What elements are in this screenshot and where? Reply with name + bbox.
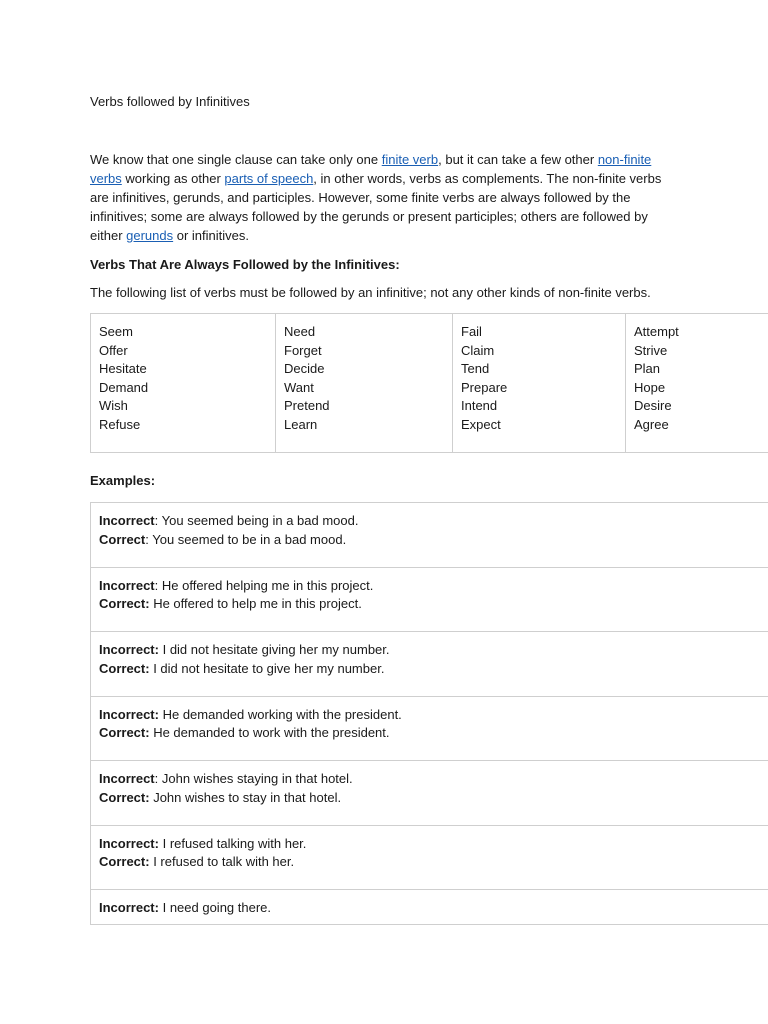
verb-cell: Pretend — [284, 398, 330, 414]
verb-cell: Need — [284, 324, 316, 339]
separator: : — [154, 771, 162, 786]
non-finite-verbs-link[interactable]: non-finite verbs — [90, 152, 652, 186]
correct-line — [99, 595, 768, 614]
example-row — [91, 761, 768, 826]
incorrect-label: Incorrect: — [99, 642, 159, 657]
correct-sentence: I did not hesitate to give her my number. — [153, 660, 385, 676]
correct-label: Correct: — [99, 854, 150, 870]
intro-text: , in other words, verbs as complements. The non-finite verbs are infinitives, gerunds, and participles. However, some finite verbs are always followed by the infinitives; some are always followed by the gerunds or present participles; others are followed by either — [90, 171, 662, 243]
incorrect-label: Incorrect — [99, 577, 155, 593]
incorrect-line — [99, 770, 768, 789]
section-heading: Verbs That Are Always Followed by the Infinitives: — [90, 257, 400, 272]
correct-sentence: He demanded to work with the president. — [153, 725, 390, 741]
finite-verb-link[interactable]: finite verb — [381, 152, 439, 167]
gerunds-link[interactable]: gerunds — [126, 228, 174, 243]
verb-column — [276, 314, 453, 452]
correct-line — [99, 724, 768, 743]
correct-line — [99, 531, 768, 550]
verb-cell: Expect — [461, 416, 501, 432]
verb-cell: Decide — [284, 361, 325, 377]
incorrect-label: Incorrect — [99, 513, 155, 528]
verb-table — [90, 313, 768, 453]
verb-cell: Agree — [634, 416, 669, 432]
document-title: Verbs followed by Infinitives — [90, 94, 250, 109]
correct-sentence: John wishes to stay in that hotel. — [153, 789, 342, 805]
example-row — [91, 568, 768, 633]
incorrect-label: Incorrect: — [99, 835, 159, 851]
correct-line — [99, 660, 768, 679]
verb-cell: Wish — [99, 398, 128, 414]
correct-label: Correct: — [99, 596, 150, 612]
verb-cell: Intend — [461, 398, 498, 414]
example-row — [91, 890, 768, 924]
correct-sentence: I refused to talk with her. — [153, 854, 295, 870]
verb-column — [453, 314, 626, 452]
correct-label: Correct — [99, 531, 146, 547]
verb-column — [91, 314, 276, 452]
verb-cell: Want — [284, 379, 314, 395]
verb-cell: Learn — [284, 416, 318, 432]
incorrect-label: Incorrect: — [99, 706, 159, 722]
incorrect-sentence: I did not hesitate giving her my number. — [162, 642, 390, 657]
verb-cell: Tend — [461, 361, 490, 377]
verb-cell: Plan — [634, 361, 661, 377]
lead-paragraph: The following list of verbs must be followed by an infinitive; not any other kinds of non-finite verbs. — [90, 285, 651, 300]
verb-cell: Offer — [99, 342, 128, 358]
intro-text: or infinitives. — [173, 228, 249, 243]
example-row — [91, 503, 768, 568]
verb-cell: Seem — [99, 324, 133, 339]
intro-paragraph — [90, 150, 665, 245]
separator: : — [154, 513, 162, 528]
examples-label: Examples: — [90, 473, 156, 488]
verb-cell: Fail — [461, 324, 482, 339]
verb-cell: Hesitate — [99, 361, 147, 377]
incorrect-sentence: John wishes staying in that hotel. — [161, 771, 353, 786]
incorrect-line — [99, 706, 768, 725]
incorrect-line — [99, 835, 768, 854]
correct-line — [99, 789, 768, 808]
correct-line — [99, 853, 768, 872]
verb-cell: Strive — [634, 342, 668, 358]
example-row — [91, 697, 768, 762]
correct-label: Correct: — [99, 660, 150, 676]
correct-sentence: He offered to help me in this project. — [153, 596, 362, 612]
verb-cell: Attempt — [634, 324, 679, 339]
incorrect-sentence: He demanded working with the president. — [162, 706, 402, 722]
verb-cell: Desire — [634, 398, 672, 414]
incorrect-line — [99, 512, 768, 531]
verb-cell: Refuse — [99, 416, 141, 432]
incorrect-label: Incorrect — [99, 771, 155, 786]
incorrect-sentence: I refused talking with her. — [162, 835, 307, 851]
intro-text: We know that one single clause can take only one — [90, 152, 382, 167]
verb-cell: Hope — [634, 379, 666, 395]
intro-text: , but it can take a few other — [438, 152, 598, 167]
verb-cell: Prepare — [461, 379, 508, 395]
verb-column — [626, 314, 768, 452]
incorrect-sentence: You seemed being in a bad mood. — [161, 513, 359, 528]
correct-label: Correct: — [99, 789, 150, 805]
correct-label: Correct: — [99, 725, 150, 741]
verb-cell: Demand — [99, 379, 149, 395]
intro-text: working as other — [121, 171, 225, 186]
incorrect-line — [99, 577, 768, 596]
incorrect-line — [99, 641, 768, 660]
separator: : — [145, 531, 153, 547]
incorrect-sentence: I need going there. — [162, 900, 272, 915]
incorrect-sentence: He offered helping me in this project. — [161, 577, 374, 593]
verb-cell: Forget — [284, 342, 322, 358]
example-row — [91, 632, 768, 697]
separator: : — [154, 577, 162, 593]
incorrect-label: Incorrect: — [99, 900, 159, 915]
verb-cell: Claim — [461, 342, 495, 358]
correct-sentence: You seemed to be in a bad mood. — [152, 531, 347, 547]
examples-table — [90, 502, 768, 925]
example-row — [91, 826, 768, 891]
incorrect-line — [99, 899, 768, 918]
parts-of-speech-link[interactable]: parts of speech — [224, 171, 314, 186]
